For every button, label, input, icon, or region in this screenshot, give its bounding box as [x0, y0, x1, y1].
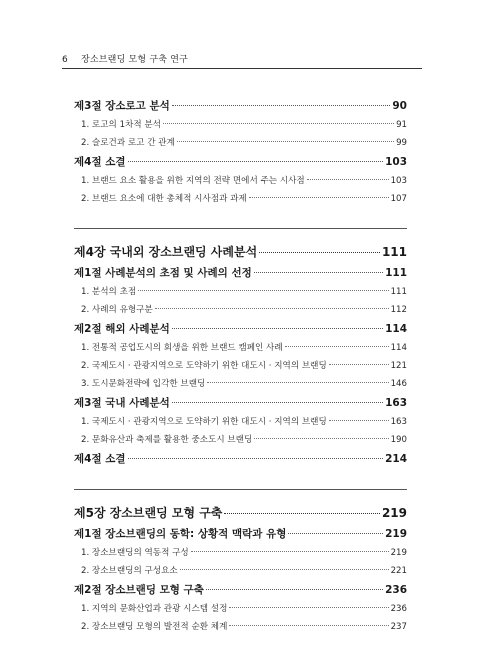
- toc-page-number: 111: [381, 245, 407, 259]
- toc-page-number: 111: [385, 267, 407, 279]
- toc-page-number: 90: [392, 100, 407, 112]
- toc-item-row[interactable]: [74, 283, 407, 301]
- toc-item-title: 1. 로고의 1차적 분석: [81, 120, 161, 130]
- dot-leader: [155, 308, 389, 309]
- toc-item-row[interactable]: [74, 562, 407, 580]
- dot-leader: [254, 438, 388, 439]
- toc-page-number: 114: [390, 343, 407, 353]
- chapter-separator: [74, 489, 407, 490]
- toc-item-row[interactable]: [74, 375, 407, 393]
- dot-leader: [177, 141, 394, 142]
- toc-item-title: 2. 국제도시 · 관광지역으로 도약하기 위한 대도시 · 지역의 브랜딩: [81, 361, 327, 371]
- toc-item-row[interactable]: [74, 190, 407, 208]
- dot-leader: [329, 420, 389, 421]
- toc-item-row[interactable]: [74, 413, 407, 431]
- table-of-contents: [74, 96, 407, 636]
- toc-page-number: 214: [385, 453, 407, 465]
- toc-page-number: 219: [385, 528, 407, 540]
- toc-page-number: 236: [385, 584, 407, 596]
- toc-item-row[interactable]: [74, 431, 407, 449]
- toc-page-number: 99: [396, 138, 407, 148]
- toc-page-number: 103: [390, 176, 407, 186]
- toc-section-title: 제4절 소결: [74, 453, 126, 465]
- toc-page-number: 219: [390, 548, 407, 558]
- toc-chapter-title: 제4장 국내외 장소브랜딩 사례분석: [74, 245, 258, 259]
- page-number: 6: [62, 55, 68, 65]
- toc-section-row[interactable]: [74, 152, 407, 172]
- toc-section-row[interactable]: [74, 524, 407, 544]
- toc-item-row[interactable]: [74, 172, 407, 190]
- running-title: 장소브랜딩 모형 구축 연구: [81, 55, 189, 65]
- toc-chapter-row[interactable]: [74, 502, 407, 524]
- toc-item-title: 1. 브랜드 요소 활용을 위한 지역의 전략 면에서 주는 시사점: [81, 176, 305, 186]
- toc-item-title: 2. 사례의 유형구분: [81, 305, 153, 315]
- toc-item-title: 1. 지역의 문화산업과 관광 시스템 설정: [81, 604, 228, 614]
- dot-leader: [206, 589, 383, 590]
- toc-page-number: 219: [381, 506, 407, 520]
- toc-page-number: 221: [390, 566, 407, 576]
- toc-chapter-title: 제5장 장소브랜딩 모형 구축: [74, 506, 223, 520]
- dot-leader: [191, 551, 389, 552]
- toc-item-title: 1. 국제도시 · 관광지역으로 도약하기 위한 대도시 · 지역의 브랜딩: [81, 417, 327, 427]
- toc-section-title: 제2절 해외 사례분석: [74, 323, 170, 335]
- toc-item-title: 1. 장소브랜딩의 역동적 구성: [81, 548, 189, 558]
- toc-page-number: 107: [390, 194, 407, 204]
- dot-leader: [259, 252, 380, 253]
- toc-section-title: 제1절 사례분석의 초점 및 사례의 선정: [74, 267, 252, 279]
- dot-leader: [329, 364, 389, 365]
- toc-section-title: 제2절 장소브랜딩 모형 구축: [74, 584, 204, 596]
- toc-section-row[interactable]: [74, 263, 407, 283]
- toc-item-title: 1. 분석의 초점: [81, 287, 137, 297]
- toc-item-row[interactable]: [74, 339, 407, 357]
- toc-page-number: 236: [390, 604, 407, 614]
- dot-leader: [229, 607, 388, 608]
- toc-item-row[interactable]: [74, 600, 407, 618]
- toc-item-row[interactable]: [74, 357, 407, 375]
- dot-leader: [172, 328, 383, 329]
- dot-leader: [285, 346, 389, 347]
- toc-item-title: 1. 전통적 공업도시의 회생을 위한 브랜드 캠페인 사례: [81, 343, 283, 353]
- toc-item-row[interactable]: [74, 116, 407, 134]
- dot-leader: [249, 197, 389, 198]
- toc-section-row[interactable]: [74, 96, 407, 116]
- toc-section-row[interactable]: [74, 580, 407, 600]
- toc-section-title: 제4절 소결: [74, 156, 126, 168]
- toc-item-title: 2. 문화유산과 축제를 활용한 중소도시 브랜딩: [81, 435, 253, 445]
- toc-item-row[interactable]: [74, 134, 407, 152]
- dot-leader: [128, 458, 384, 459]
- toc-page-number: 111: [390, 287, 407, 297]
- toc-section-row[interactable]: [74, 449, 407, 469]
- dot-leader: [229, 625, 388, 626]
- running-head: [62, 52, 422, 65]
- dot-leader: [138, 290, 388, 291]
- dot-leader: [180, 569, 389, 570]
- toc-item-title: 2. 슬로건과 로고 간 관계: [81, 138, 175, 148]
- toc-page-number: 112: [390, 305, 407, 315]
- toc-section-title: 제1절 장소브랜딩의 동학: 상황적 맥락과 유형: [74, 528, 287, 540]
- toc-page-number: 163: [385, 397, 407, 409]
- toc-section-row[interactable]: [74, 393, 407, 413]
- header-rule: [62, 68, 422, 69]
- toc-item-title: 2. 장소브랜딩 모형의 발전적 순환 체계: [81, 622, 228, 632]
- dot-leader: [172, 402, 383, 403]
- toc-chapter-row[interactable]: [74, 241, 407, 263]
- toc-item-row[interactable]: [74, 544, 407, 562]
- toc-item-title: 3. 도시문화전략에 입각한 브랜딩: [81, 379, 206, 389]
- toc-page-number: 146: [390, 379, 407, 389]
- toc-page-number: 163: [390, 417, 407, 427]
- toc-page-number: 237: [390, 622, 407, 632]
- dot-leader: [172, 105, 391, 106]
- toc-item-row[interactable]: [74, 618, 407, 636]
- toc-section-row[interactable]: [74, 319, 407, 339]
- toc-page-number: 103: [385, 156, 407, 168]
- toc-item-title: 2. 장소브랜딩의 구성요소: [81, 566, 178, 576]
- dot-leader: [207, 382, 388, 383]
- dot-leader: [163, 123, 394, 124]
- dot-leader: [128, 161, 384, 162]
- dot-leader: [307, 179, 389, 180]
- toc-item-row[interactable]: [74, 301, 407, 319]
- toc-page-number: 190: [390, 435, 407, 445]
- chapter-separator: [74, 228, 407, 229]
- dot-leader: [288, 533, 383, 534]
- dot-leader: [224, 513, 380, 514]
- toc-page-number: 91: [396, 120, 407, 130]
- dot-leader: [254, 272, 383, 273]
- toc-page-number: 121: [390, 361, 407, 371]
- toc-page-number: 114: [385, 323, 407, 335]
- toc-section-title: 제3절 장소로고 분석: [74, 100, 170, 112]
- toc-item-title: 2. 브랜드 요소에 대한 총체적 시사점과 과제: [81, 194, 247, 204]
- toc-section-title: 제3절 국내 사례분석: [74, 397, 170, 409]
